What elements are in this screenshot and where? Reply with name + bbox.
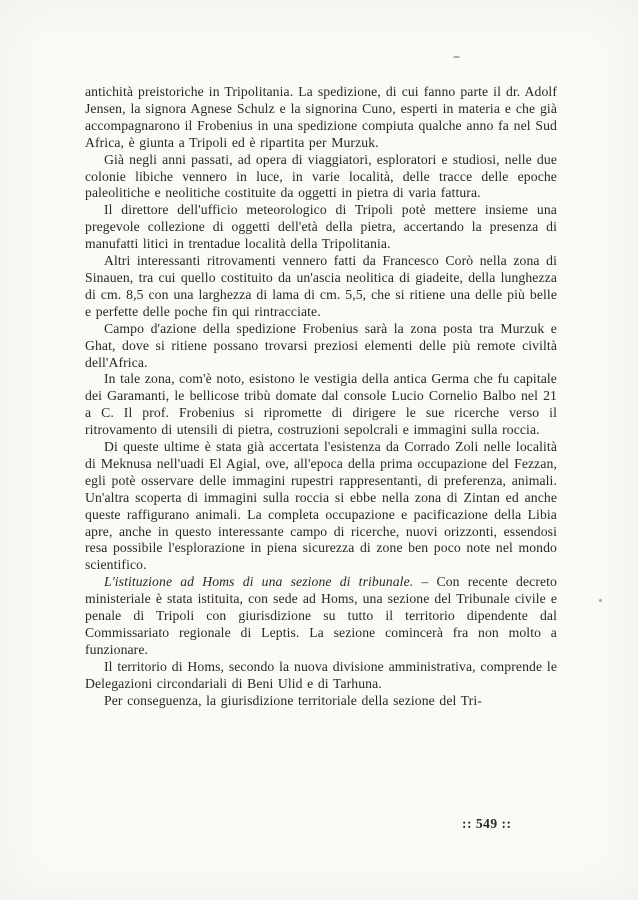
article-heading-italic: L'istituzione ad Homs di una sezione di tribunale. — [104, 574, 414, 590]
paragraph: Il direttore dell'ufficio meteorologico di Tripoli potè mettere insieme una pregevole collezione di oggetti dell'età della pietra, accertando la presenza di manufatti litici in trentadue località della Tripolitania. — [85, 202, 557, 252]
scan-artifact — [453, 56, 460, 58]
page-number: :: 549 :: — [462, 816, 512, 831]
paragraph: antichità preistoriche in Tripolitania. La spedizione, di cui fanno parte il dr. Adolf Jensen, la signora Agnese Schulz e la signorina Cuno, esperti in materia e che già accompagnarono il Frobenius in una spedizione compiuta qualche anno fa nel Sud Africa, è giunta a Tripoli ed è ripartita per Murzuk. — [85, 84, 557, 150]
paragraph: In tale zona, com'è noto, esistono le vestigia della antica Germa che fu capitale dei Garamanti, le bellicose tribù domate dal console Lucio Cornelio Balbo nel 21 a C. Il prof. Frobenius si ripromette di dirigere le sue ricerche verso il ritrovamento di utensili di pietra, costruzioni sepolcrali e immagini sulla roccia. — [85, 371, 557, 438]
text-column — [85, 84, 557, 710]
paragraph: Per conseguenza, la giurisdizione territoriale della sezione del Tri- — [104, 692, 482, 708]
paragraph: Campo d'azione della spedizione Frobenius sarà la zona posta tra Murzuk e Ghat, dove si ritiene possano trovarsi preziosi elementi delle più remote civiltà dell'Africa. — [85, 320, 557, 370]
paragraph — [85, 574, 557, 659]
paragraph: Il territorio di Homs, secondo la nuova divisione amministrativa, comprende le Delegazioni circondariali di Beni Ulid e di Tarhuna. — [85, 658, 557, 691]
paragraph: Di queste ultime è stata già accertata l'esistenza da Corrado Zoli nelle località di Meknusa nell'uadi El Agial, ove, all'epoca della prima occupazione del Fezzan, egli potè osservare delle immagini rupestri rappresentanti, di preferenza, animali. Un'altra scoperta di immagini sulla roccia si ebbe nella zona di Zintan ed anche queste raffigurano animali. La completa occupazione e pacificazione della Libia apre, anche in questo interessante campo di ricerche, nuovi orizzonti, essendosi resa possibile l'esplorazione in piena sicurezza di zone ben poco note nel mondo scientifico. — [85, 439, 557, 573]
paragraph: Già negli anni passati, ad opera di viaggiatori, esploratori e studiosi, nelle due colonie libiche vennero in luce, in varie località, delle tracce delle epoche paleolitiche e neolitiche costituite da oggetti in pietra di varia fattura. — [85, 151, 557, 201]
paragraph: Altri interessanti ritrovamenti vennero fatti da Francesco Corò nella zona di Sinauen, tra cui quello costituito da un'ascia neolitica di giadeite, della lunghezza di cm. 8,5 con una larghezza di lama di cm. 5,5, che si ritiene una delle più belle e perfette delle poche fin qui rintracciate. — [85, 253, 557, 319]
scan-artifact — [599, 599, 602, 602]
paragraph-text: – Con recente decreto ministeriale è stata istituita, con sede ad Homs, una sezione del Tribunale civile e penale di Tripoli con giurisdizione su tutto il territorio dipendente dal Commissariato regionale di Leptis. La sezione comincerà fra non molto a funzionare. — [85, 574, 558, 657]
